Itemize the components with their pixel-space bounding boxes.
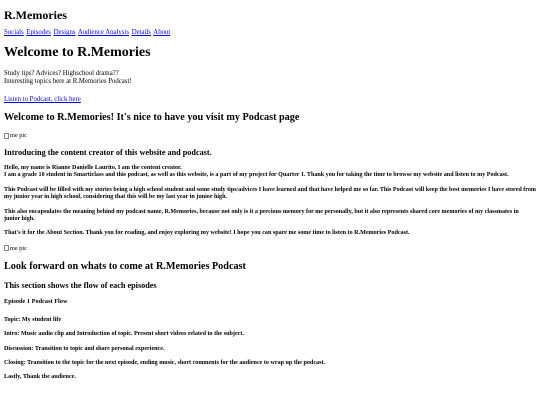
episode-discussion: Discussion: Transition to topic and share personal experience. xyxy=(4,345,165,352)
nav-link-socials[interactable]: Socials xyxy=(4,29,24,36)
episode-lastly: Lastly, Thank the audience. xyxy=(4,374,76,381)
nav-link-details[interactable]: Details xyxy=(131,29,151,36)
listen-row xyxy=(4,96,536,103)
nav-link-about[interactable]: About xyxy=(153,29,171,36)
episode-topic: Topic: My student life xyxy=(4,316,62,323)
site-title: R.Memories xyxy=(4,8,67,22)
nav-link-designs[interactable]: Designs xyxy=(53,29,76,36)
hero-line-1: Study tips? Advices? Highschool drama?? xyxy=(4,70,119,77)
about-subheading: Introducing the content creator of this website and podcast. xyxy=(4,148,212,157)
episode-closing: Closing: Transition to the topic for the next episode, ending music, short comments for the audience to wrap up the podcast. xyxy=(4,360,325,367)
me-pic-alt: me pic xyxy=(10,132,27,139)
about-heading: Welcome to R.Memories! It's nice to have you visit my Podcast page xyxy=(4,112,300,123)
episode-intro: Intro: Music audio clip and Introduction of topic. Present short videos related to the subject. xyxy=(4,331,244,338)
broken-image-icon xyxy=(4,245,9,251)
me-pic-image-2 xyxy=(4,245,536,252)
hero-intro xyxy=(4,70,536,86)
nav-link-audience-analysis[interactable]: Audience Analysis xyxy=(77,29,129,36)
episodes-subheading: This section shows the flow of each episodes xyxy=(4,280,157,290)
about-p1-line1: Hello, my name is Rianne Danielle Laurito, I am the content creator. xyxy=(4,165,182,171)
me-pic-image xyxy=(4,132,536,139)
hero-heading: Welcome to R.Memories xyxy=(4,45,151,60)
episode-1-title: Episode 1 Podcast Flow xyxy=(4,297,68,305)
listen-link[interactable]: Listen to Podcast, click here xyxy=(4,96,81,103)
episodes-heading: Look forward on whats to come at R.Memories Podcast xyxy=(4,260,246,272)
about-paragraph-1 xyxy=(4,165,536,180)
about-p1-line2: I am a grade 10 student in Smarticlass and this podcast, as well as this website, is a part of my project for Quarter 1. Thank you for taking the time to browse my website and listen to my Podcast. xyxy=(4,172,509,179)
about-paragraph-2: This Podcast will be filled with my stories being a high school student and some study tips/advices I have learned and that have helped me so far. This Podcast will keep the best memories I have stored from my junior year in high school, considering that this will be my last year in junior high. xyxy=(4,186,536,201)
hero-line-2: Interesting topics here at R.Memories Podcast! xyxy=(4,78,132,85)
about-paragraph-3: This also encapsulates the meaning behind my podcast name, R.Memories, because not only is it a precious memory for me personally, but it also represents shared core memories of my classmates in junior high. xyxy=(4,208,519,223)
broken-image-icon xyxy=(4,133,9,139)
me-pic-alt-2: me pic xyxy=(10,244,27,252)
nav-menu xyxy=(4,29,536,36)
about-paragraph-4: That's it for the About Section. Thank you for reading, and enjoy exploring my website! I hope you can spare me some time to listen to R.Memories Podcast. xyxy=(4,230,410,237)
nav-link-episodes[interactable]: Episodes xyxy=(26,29,51,36)
